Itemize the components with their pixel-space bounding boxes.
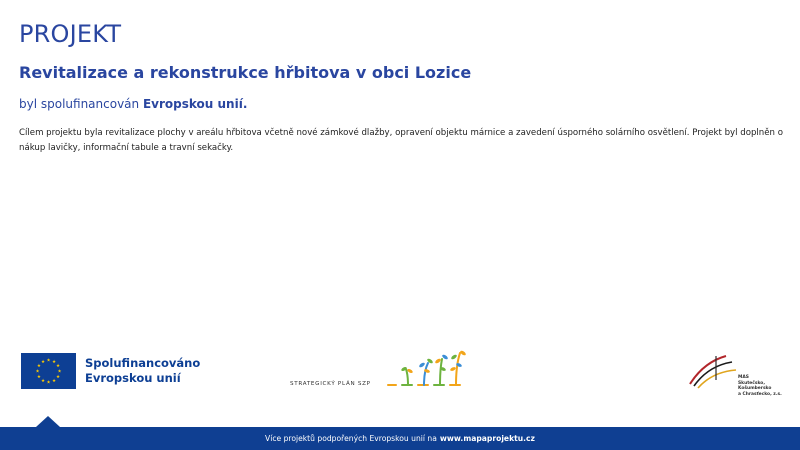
eu-logo-line1: Spolufinancováno xyxy=(85,356,201,370)
eu-star-icon: ★ xyxy=(55,364,61,370)
mas-logo xyxy=(686,352,798,397)
eu-star-icon: ★ xyxy=(36,375,42,381)
eu-logo-line2: Evropskou unií xyxy=(85,371,181,385)
project-description: Cílem projektu byla revitalizace plochy v areálu hřbitova včetně nové zámkové dlažby, opravení objektu márnice a zavedení úsporného solárního osvětlení. Projekt byl doplněn o nákup lavičky, informační tabule a travní sekačky. xyxy=(19,128,783,153)
mas-logo-text xyxy=(738,375,798,397)
footer-bar xyxy=(0,427,800,450)
eu-star-icon: ★ xyxy=(55,375,61,381)
mas-logo-line3: a Chrasťecko, z.s. xyxy=(738,391,782,397)
eu-star-icon: ★ xyxy=(36,364,42,370)
footer-link[interactable]: www.mapaprojektu.cz xyxy=(439,434,535,443)
eu-flag-icon xyxy=(21,353,76,389)
subtitle-prefix: byl spolufinancován xyxy=(19,97,143,111)
page-heading: PROJEKT xyxy=(19,20,122,48)
eu-star-icon: ★ xyxy=(51,360,57,366)
szp-logo xyxy=(290,349,475,391)
eu-star-icon: ★ xyxy=(51,379,57,385)
eu-star-icon: ★ xyxy=(40,360,46,366)
mas-logo-line1: MAS xyxy=(738,375,749,380)
mas-swoosh-icon xyxy=(686,352,738,392)
eu-logo-text xyxy=(85,356,200,386)
subtitle-emphasis: Evropskou unií. xyxy=(142,97,248,111)
eu-star-icon: ★ xyxy=(46,358,51,364)
eu-star-icon: ★ xyxy=(35,369,40,375)
szp-plants-icon xyxy=(384,349,472,389)
eu-logo xyxy=(21,352,200,390)
cofinanced-subtitle xyxy=(19,97,247,111)
footer-text: Více projektů podpořených Evropskou unií na xyxy=(265,434,437,443)
eu-star-icon: ★ xyxy=(40,379,46,385)
eu-star-icon: ★ xyxy=(46,380,51,386)
mas-logo-line2: Skutečsko, Košumbersko xyxy=(738,380,772,391)
footer-notch xyxy=(36,416,60,427)
eu-star-icon: ★ xyxy=(57,369,62,375)
szp-logo-text: STRATEGICKÝ PLÁN SZP xyxy=(290,381,371,387)
project-title: Revitalizace a rekonstrukce hřbitova v obci Lozice xyxy=(19,63,472,82)
